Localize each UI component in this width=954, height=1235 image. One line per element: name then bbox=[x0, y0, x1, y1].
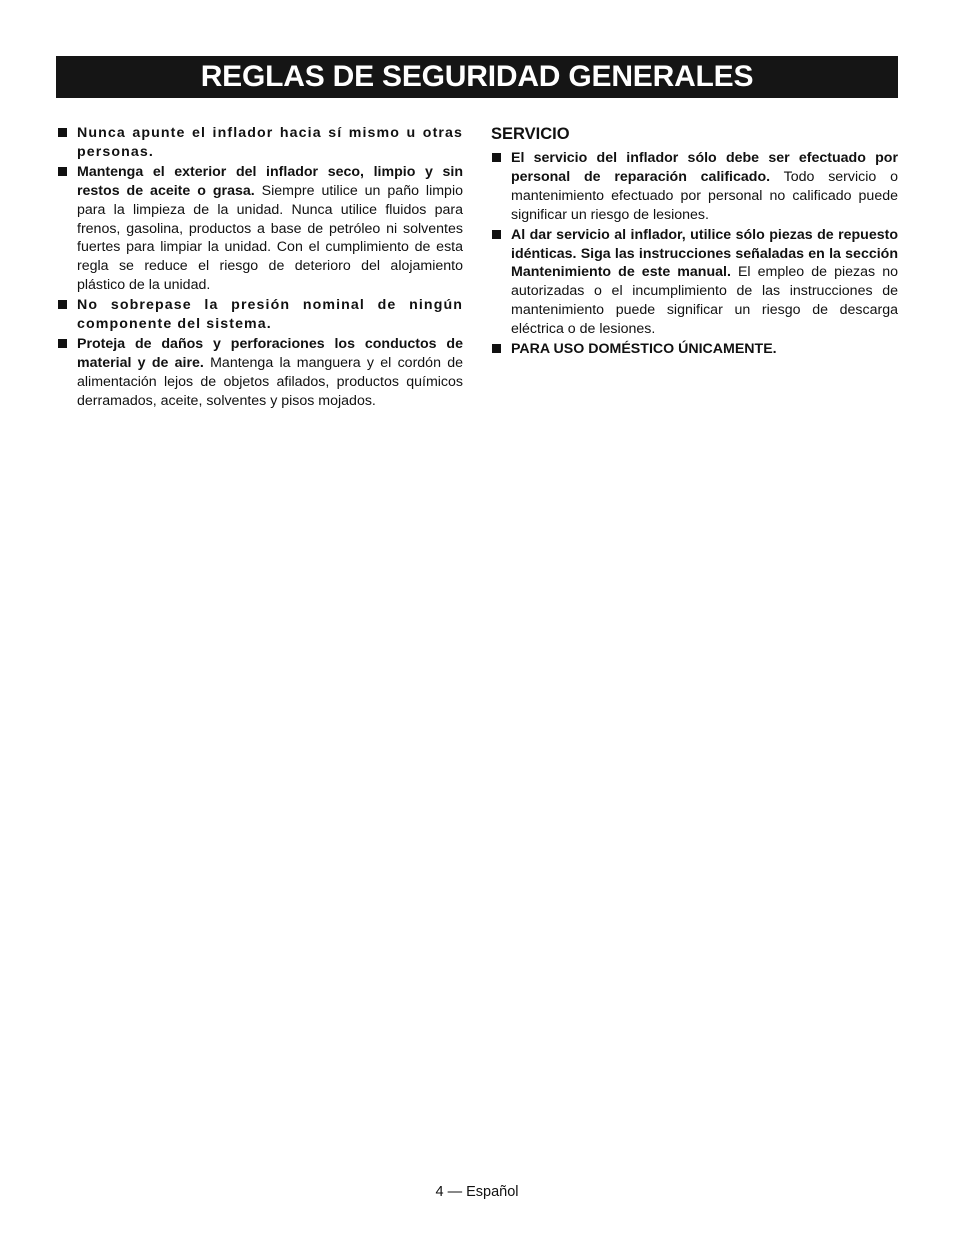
square-bullet-icon bbox=[58, 167, 67, 176]
list-item bbox=[57, 335, 463, 411]
rule-text: Todo servicio o mantenimiento efectuado por personal no calificado puede significar un riesgo de lesiones. bbox=[511, 168, 898, 223]
square-bullet-icon bbox=[58, 128, 67, 137]
list-item bbox=[57, 163, 463, 295]
safety-rules-list bbox=[57, 124, 463, 411]
list-item bbox=[491, 149, 898, 225]
list-item bbox=[491, 340, 898, 359]
rule-bold-text: PARA USO DOMÉSTICO ÚNICAMENTE. bbox=[511, 341, 777, 358]
rule-bold-text: Mantenga el exterior del inflador seco, limpio y sin restos de aceite o grasa. bbox=[77, 163, 463, 199]
list-item bbox=[57, 296, 463, 334]
page-title: REGLAS DE SEGURIDAD GENERALES bbox=[56, 56, 898, 98]
rule-bold-text: Nunca apunte el inflador hacia sí mismo u otras personas. bbox=[77, 125, 463, 160]
rule-bold-text: No sobrepase la presión nominal de ningún componente del sistema. bbox=[77, 297, 463, 333]
square-bullet-icon bbox=[58, 300, 67, 309]
square-bullet-icon bbox=[492, 230, 501, 239]
list-item bbox=[57, 124, 463, 162]
left-column bbox=[57, 124, 463, 412]
square-bullet-icon bbox=[58, 339, 67, 348]
square-bullet-icon bbox=[492, 153, 501, 162]
rule-bold-text: Proteja de daños y perforaciones los conductos de material y de aire. bbox=[77, 335, 463, 371]
rule-bold-text: Al dar servicio al inflador, utilice sólo piezas de repuesto idénticas. Siga las instrucciones señaladas en la sección Mantenimiento de este manual. bbox=[511, 226, 898, 281]
rule-text: Mantenga la manguera y el cordón de alimentación lejos de objetos afilados, productos químicos derramados, aceite, solventes y pisos mojados. bbox=[77, 354, 464, 409]
rule-text: El empleo de piezas no autorizadas o el incumplimiento de las instrucciones de mantenimiento puede significar un riesgo de descarga eléctrica o de lesiones. bbox=[511, 264, 898, 338]
service-rules-list bbox=[491, 149, 898, 359]
right-column bbox=[491, 124, 898, 360]
list-item bbox=[491, 226, 898, 339]
page-footer: 4 — Español bbox=[435, 1184, 519, 1200]
rule-bold-text: El servicio del inflador sólo debe ser efectuado por personal de reparación calificado. bbox=[511, 150, 898, 185]
section-heading-servicio: SERVICIO bbox=[491, 125, 570, 143]
square-bullet-icon bbox=[492, 344, 501, 353]
rule-text: Siempre utilice un paño limpio para la limpieza de la unidad. Nunca utilice fluidos para frenos, gasolina, productos a base de petróleo ni solventes fuertes para limpiar la unidad. Con el cumplimiento de esta regla se reduce el riesgo de deterioro del alojamiento plástico de la unidad. bbox=[77, 182, 463, 294]
